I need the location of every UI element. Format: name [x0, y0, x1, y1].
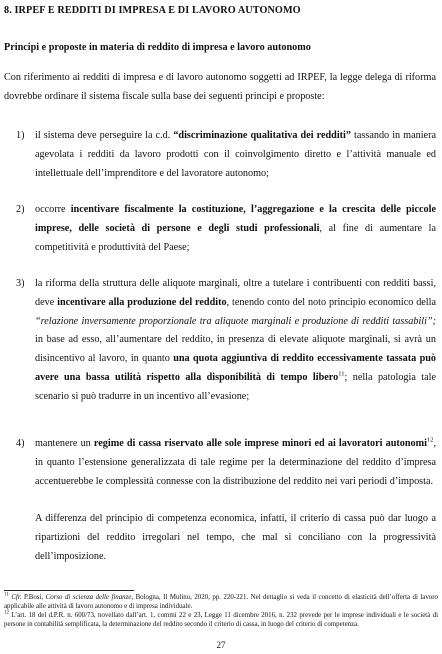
text-run: L’art. 18 del d.P.R. n. 600/73, novellato dall’art. 1, commi 22 e 23, Legge 11 dicembre 2016, n. 232 prevede per le imprese individuali e le società di persone in contabilità semplificata, la determinazione del reddito secondo il criterio di cassa, in luogo del criterio di competenza. — [4, 612, 438, 628]
text-run: , tenendo conto del noto principio economico della — [226, 296, 436, 308]
list-item-text — [35, 435, 436, 491]
list-item-text — [35, 275, 436, 407]
footnote-11 — [4, 594, 438, 611]
text-run: il sistema deve perseguire la c.d. — [35, 130, 174, 141]
text-run: ; nella patologia tale scenario si può tradurre in un incentivo all’evasione; — [35, 371, 436, 402]
list-item-number: 3) — [16, 278, 25, 289]
text-run: la riforma della struttura delle aliquote marginali, oltre a tutelare i contribuenti con redditi bassi, deve — [35, 278, 436, 308]
footnote-number: 12 — [4, 610, 9, 616]
intro-paragraph: Con riferimento ai redditi di impresa e di lavoro autonomo soggetti ad IRPEF, la legge delega di riforma dovrebbe ordinare il sistema fiscale sulla base dei seguenti principi e proposte: — [4, 72, 436, 102]
subsection-title: Principi e proposte in materia di reddito di impresa e lavoro autonomo — [4, 42, 311, 53]
text-run: , in quanto l’estensione generalizzata di tale regime per la determinazione del reddito d’impresa accentuerebbe le complessità connesse con la distribuzione del reddito nei vari periodi d’imposta. — [35, 438, 437, 487]
footnote-separator — [4, 590, 134, 591]
list-item-number: 2) — [16, 204, 25, 215]
list-item-number: 4) — [16, 438, 25, 449]
footnote-ref-12[interactable]: 12 — [426, 436, 434, 444]
text-run: P.Bosi, — [21, 594, 46, 601]
page-number: 27 — [216, 640, 226, 650]
bold-text-run: regime di cassa riservato alle sole imprese minori ed ai lavoratori autonomi — [93, 438, 427, 449]
list-item-continuation: A differenza del principio di competenza economica, infatti, il criterio di cassa può dar luogo a ripartizioni del reddito irregolari nel tempo, che mal si conciliano con la progressività dell’imposizione. — [35, 513, 436, 562]
bold-text-run: “discriminazione qualitativa dei redditi” — [173, 130, 351, 141]
bold-text-run: una quota aggiuntiva di reddito eccessivamente tassata può avere una bassa utilità rispetto alla disponibilità di tempo libero — [35, 353, 436, 383]
footnote-ref-11[interactable]: 11 — [338, 370, 345, 378]
footnote-number: 11 — [4, 592, 9, 598]
bold-text-run: incentivare fiscalmente la costituzione, l’aggregazione e la crescita delle piccole imprese, delle società di persone e degli studi professionali — [35, 204, 436, 234]
italic-text-run: “relazione inversamente proporzionale tra aliquote marginali e produzione di redditi tassabili”; — [35, 315, 436, 327]
text-run: occorre — [35, 204, 71, 215]
list-item-text — [35, 127, 436, 183]
text-run: , Bologna, Il Mulino, 2020, pp. 220-221. Nel dettaglio si veda il concetto di elasticità dell’offerta di lavoro applicabile alle attività di lavoro autonomo e di impresa individuale. — [4, 594, 438, 610]
text-run: , al fine di aumentare la competitività e produttività del Paese; — [35, 222, 436, 253]
text-run: tassando in maniera agevolata i redditi da lavoro prodotti con il coinvolgimento diretto e l’attività manuale ed intellettuale dell’imprenditore e del lavoratore autonomo; — [35, 130, 436, 179]
italic-text-run: Corso di scienza delle finanze — [45, 594, 132, 601]
text-run: in base ad esso, all’aumentare del reddito, in presenza di elevate aliquote marginali, si avrà un disincentivo al lavoro, in quanto — [35, 334, 436, 365]
list-item-number: 1) — [16, 130, 25, 141]
bold-text-run: incentivare alla produzione del reddito — [57, 296, 227, 308]
italic-text-run: Cfr. — [11, 594, 22, 601]
list-item-text — [35, 201, 436, 257]
text-run: mantenere un — [35, 438, 94, 449]
footnote-12 — [4, 612, 438, 629]
section-title: 8. IRPEF E REDDITI DI IMPRESA E DI LAVORO AUTONOMO — [4, 5, 301, 16]
